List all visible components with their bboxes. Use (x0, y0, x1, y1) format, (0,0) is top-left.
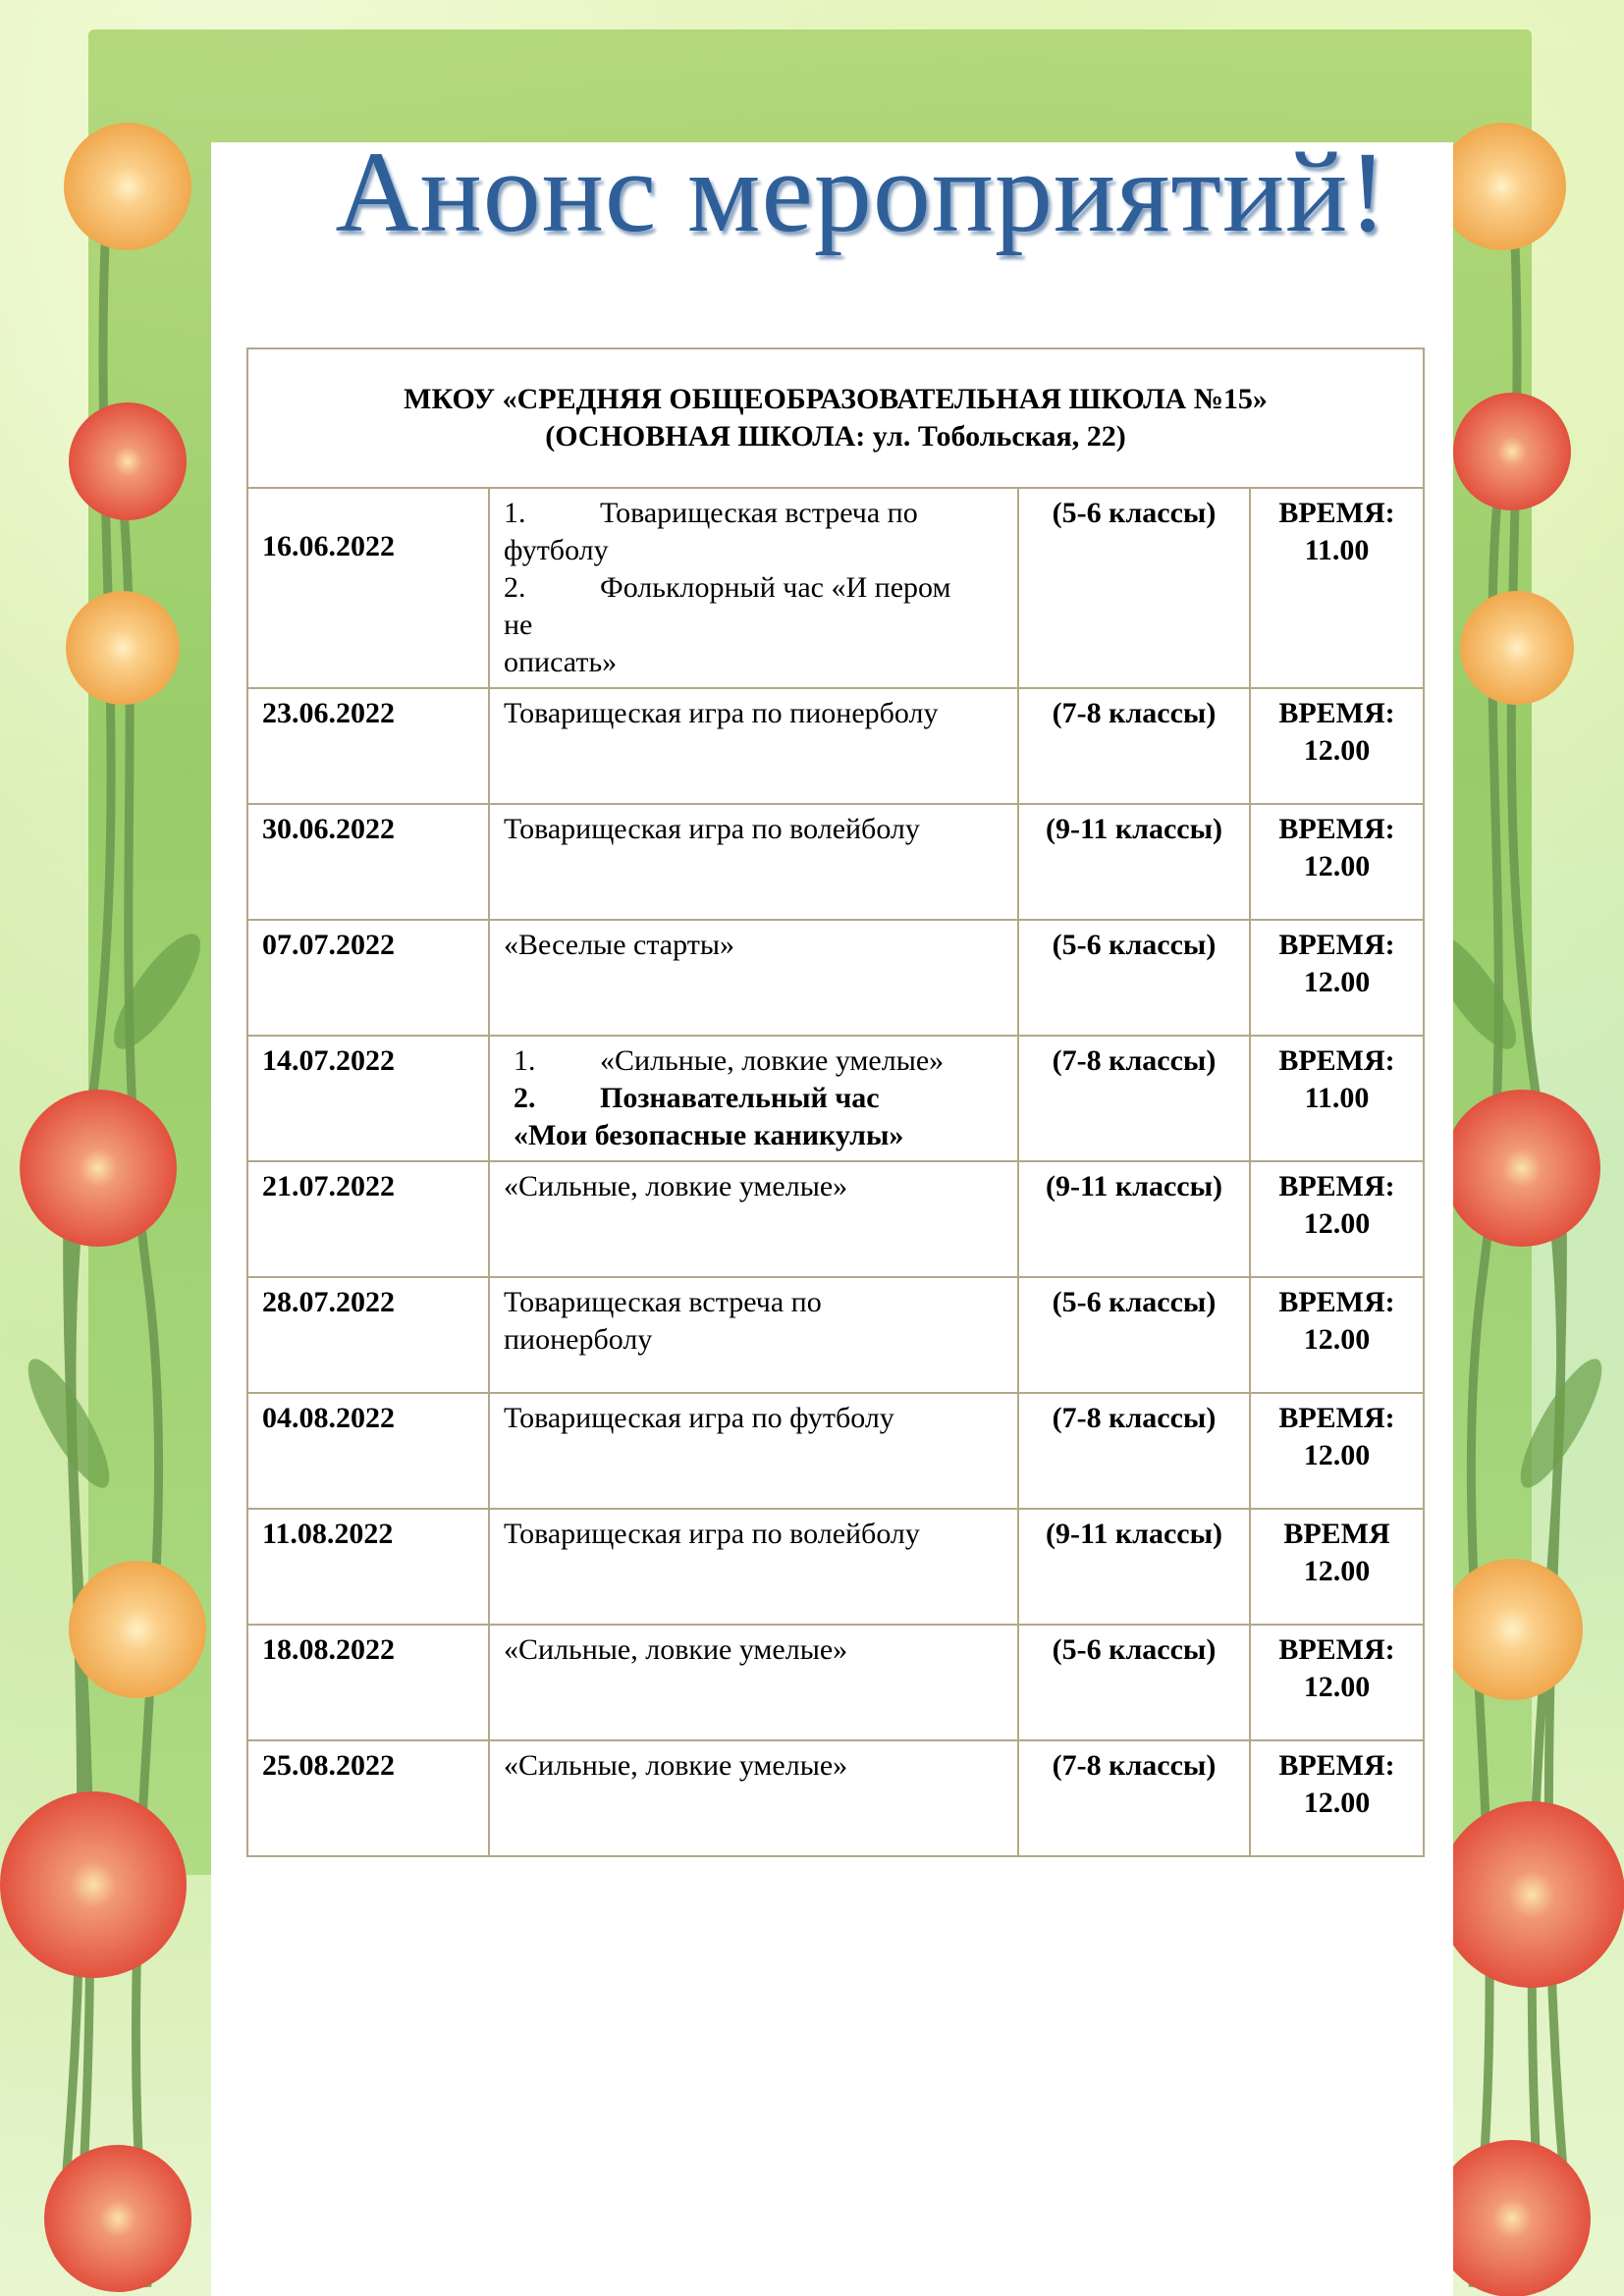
event-number: 2. (514, 1082, 536, 1114)
event-time (1250, 920, 1424, 1036)
event-date: 04.08.2022 (247, 1393, 489, 1509)
table-row (247, 1393, 1424, 1509)
event-time (1250, 488, 1424, 688)
table-row (247, 804, 1424, 920)
events-table (246, 347, 1425, 1857)
time-label: ВРЕМЯ: (1278, 697, 1395, 729)
time-value: 12.00 (1303, 1787, 1371, 1819)
event-date: 07.07.2022 (247, 920, 489, 1036)
event-text: футболу (504, 534, 609, 566)
event-date: 21.07.2022 (247, 1161, 489, 1277)
time-value: 12.00 (1303, 1439, 1371, 1471)
event-time (1250, 1509, 1424, 1625)
table-row (247, 1740, 1424, 1856)
table-row (247, 1161, 1424, 1277)
event-grades: (7-8 классы) (1018, 1036, 1250, 1161)
event-description: Товарищеская игра по футболу (489, 1393, 1018, 1509)
time-label: ВРЕМЯ: (1278, 1402, 1395, 1434)
event-grades: (5-6 классы) (1018, 920, 1250, 1036)
event-text: «Сильные, ловкие умелые» (600, 1044, 945, 1077)
event-number: 2. (504, 571, 526, 604)
event-grades: (7-8 классы) (1018, 1740, 1250, 1856)
event-time (1250, 688, 1424, 804)
event-number: 1. (514, 1044, 536, 1077)
event-date: 23.06.2022 (247, 688, 489, 804)
event-grades: (7-8 классы) (1018, 1393, 1250, 1509)
time-label: ВРЕМЯ: (1278, 1170, 1395, 1202)
time-value: 12.00 (1303, 1207, 1371, 1240)
event-time (1250, 804, 1424, 920)
event-date: 25.08.2022 (247, 1740, 489, 1856)
event-date: 30.06.2022 (247, 804, 489, 920)
event-grades: (9-11 классы) (1018, 804, 1250, 920)
event-grades: (9-11 классы) (1018, 1509, 1250, 1625)
event-text: Товарищеская встреча по (600, 497, 918, 529)
event-text: не (504, 609, 533, 641)
event-text: описать» (504, 646, 618, 678)
table-row (247, 1509, 1424, 1625)
table-row (247, 1277, 1424, 1393)
time-value: 12.00 (1303, 1323, 1371, 1356)
event-date: 11.08.2022 (247, 1509, 489, 1625)
time-label: ВРЕМЯ: (1278, 1286, 1395, 1318)
time-value: 12.00 (1303, 966, 1371, 998)
event-time (1250, 1393, 1424, 1509)
time-value: 11.00 (1304, 534, 1370, 566)
event-description: «Веселые старты» (489, 920, 1018, 1036)
time-value: 12.00 (1303, 734, 1371, 767)
page-title: Анонс мероприятий! (335, 128, 1388, 256)
time-label: ВРЕМЯ (1283, 1518, 1390, 1550)
event-description: «Сильные, ловкие умелые» (489, 1740, 1018, 1856)
time-label: ВРЕМЯ: (1278, 497, 1395, 529)
event-description (489, 488, 1018, 688)
table-row (247, 688, 1424, 804)
time-label: ВРЕМЯ: (1278, 1044, 1395, 1077)
table-row (247, 488, 1424, 688)
event-number: 1. (504, 497, 526, 529)
event-date: 18.08.2022 (247, 1625, 489, 1740)
table-row (247, 1625, 1424, 1740)
time-label: ВРЕМЯ: (1278, 813, 1395, 845)
time-value: 12.00 (1303, 1555, 1371, 1587)
table-row (247, 1036, 1424, 1161)
event-grades: (9-11 классы) (1018, 1161, 1250, 1277)
event-description: Товарищеская игра по волейболу (489, 1509, 1018, 1625)
event-date: 16.06.2022 (247, 488, 489, 688)
time-label: ВРЕМЯ: (1278, 1633, 1395, 1666)
event-time (1250, 1161, 1424, 1277)
time-value: 12.00 (1303, 850, 1371, 882)
time-label: ВРЕМЯ: (1278, 929, 1395, 961)
event-description: Товарищеская игра по пионерболу (489, 688, 1018, 804)
time-value: 12.00 (1303, 1671, 1371, 1703)
event-time (1250, 1036, 1424, 1161)
school-name: МКОУ «СРЕДНЯЯ ОБЩЕОБРАЗОВАТЕЛЬНАЯ ШКОЛА №15» (404, 383, 1268, 415)
event-time (1250, 1740, 1424, 1856)
event-time (1250, 1277, 1424, 1393)
event-grades: (7-8 классы) (1018, 688, 1250, 804)
time-value: 11.00 (1304, 1082, 1370, 1114)
event-date: 14.07.2022 (247, 1036, 489, 1161)
event-text: «Мои безопасные каникулы» (514, 1119, 904, 1151)
event-description (489, 1277, 1018, 1393)
event-description: «Сильные, ловкие умелые» (489, 1625, 1018, 1740)
event-text: Познавательный час (600, 1082, 880, 1114)
school-address: (ОСНОВНАЯ ШКОЛА: ул. Тобольская, 22) (545, 420, 1126, 453)
event-grades: (5-6 классы) (1018, 1625, 1250, 1740)
event-text: пионерболу (504, 1323, 653, 1356)
event-grades: (5-6 классы) (1018, 488, 1250, 688)
event-text: Фольклорный час «И пером (600, 571, 951, 604)
school-header (247, 348, 1424, 488)
event-grades: (5-6 классы) (1018, 1277, 1250, 1393)
table-row (247, 920, 1424, 1036)
event-date: 28.07.2022 (247, 1277, 489, 1393)
table-header-row (247, 348, 1424, 488)
time-label: ВРЕМЯ: (1278, 1749, 1395, 1782)
event-text: Товарищеская встреча по (504, 1286, 822, 1318)
event-description: «Сильные, ловкие умелые» (489, 1161, 1018, 1277)
event-description (489, 1036, 1018, 1161)
event-time (1250, 1625, 1424, 1740)
event-description: Товарищеская игра по волейболу (489, 804, 1018, 920)
